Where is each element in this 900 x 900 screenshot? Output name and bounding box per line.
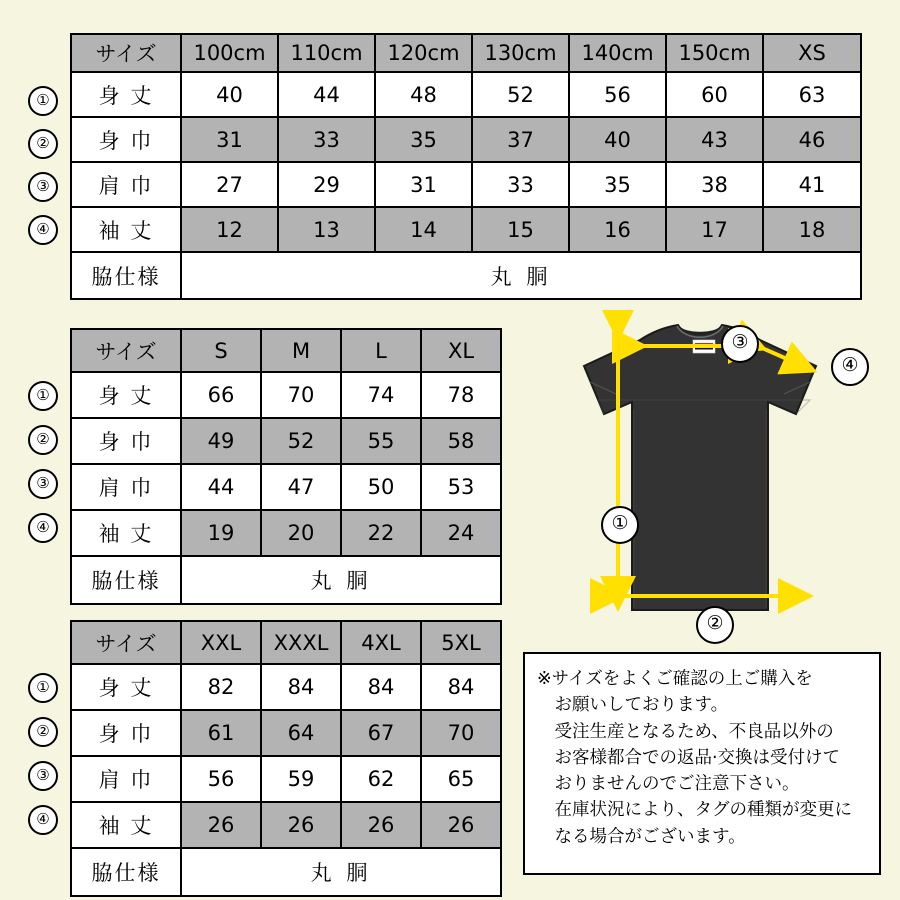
cell-value: 16 xyxy=(569,207,666,252)
cell-value: 49 xyxy=(181,418,261,464)
cell-value: 13 xyxy=(278,207,375,252)
cell-value: 66 xyxy=(181,372,261,418)
cell-value: 24 xyxy=(421,510,501,556)
callout-sleeve-length: ④ xyxy=(831,348,869,386)
cell-value: 29 xyxy=(278,162,375,207)
cell-value: 20 xyxy=(261,510,341,556)
table-footer-row xyxy=(71,556,501,604)
cell-value: 44 xyxy=(181,464,261,510)
table-header-row xyxy=(71,34,861,72)
size-table-adult xyxy=(70,328,502,605)
row-marker-4: ④ xyxy=(28,805,58,835)
row-marker-2: ② xyxy=(28,129,58,159)
cell-value: 19 xyxy=(181,510,261,556)
cell-value: 56 xyxy=(569,72,666,117)
notice-line: 在庫状況により、タグの種類が変更に xyxy=(554,800,852,821)
callout-body-length: ① xyxy=(601,506,639,544)
row-label: 身 丈 xyxy=(71,664,181,710)
header-size-label: サイズ xyxy=(71,329,181,372)
cell-value: 14 xyxy=(375,207,472,252)
row-marker-1: ① xyxy=(28,381,58,411)
row-marker-1: ① xyxy=(28,86,58,116)
cell-value: 58 xyxy=(421,418,501,464)
cell-value: 84 xyxy=(421,664,501,710)
table-row xyxy=(71,117,861,162)
column-header: 150cm xyxy=(666,34,763,72)
cell-value: 55 xyxy=(341,418,421,464)
footer-label: 脇仕様 xyxy=(71,848,181,896)
cell-value: 43 xyxy=(666,117,763,162)
cell-value: 26 xyxy=(261,802,341,848)
cell-value: 31 xyxy=(375,162,472,207)
cell-value: 27 xyxy=(181,162,278,207)
tshirt-illustration xyxy=(520,310,890,650)
cell-value: 12 xyxy=(181,207,278,252)
column-header: 5XL xyxy=(421,621,501,664)
notice-line: おりませんのでご注意下さい。 xyxy=(554,774,800,794)
callout-body-width: ② xyxy=(696,606,734,644)
column-header: XS xyxy=(763,34,861,72)
callout-shoulder-width: ③ xyxy=(721,325,759,363)
table-row xyxy=(71,162,861,207)
notice-box xyxy=(523,652,881,875)
header-size-label: サイズ xyxy=(71,621,181,664)
cell-value: 52 xyxy=(261,418,341,464)
table-footer-row xyxy=(71,848,501,896)
table-row xyxy=(71,510,501,556)
cell-value: 26 xyxy=(181,802,261,848)
row-label: 袖 丈 xyxy=(71,802,181,848)
cell-value: 22 xyxy=(341,510,421,556)
cell-value: 70 xyxy=(261,372,341,418)
table-footer-row xyxy=(71,252,861,299)
cell-value: 15 xyxy=(472,207,569,252)
notice-line: なる場合がございます。 xyxy=(554,826,746,847)
cell-value: 35 xyxy=(375,117,472,162)
row-marker-2: ② xyxy=(28,717,58,747)
row-label: 身 巾 xyxy=(71,418,181,464)
footer-label: 脇仕様 xyxy=(71,556,181,604)
table-row xyxy=(71,418,501,464)
size-table-big xyxy=(70,620,502,897)
cell-value: 60 xyxy=(666,72,763,117)
table-row xyxy=(71,756,501,802)
cell-value: 65 xyxy=(421,756,501,802)
row-marker-2: ② xyxy=(28,425,58,455)
column-header: S xyxy=(181,329,261,372)
cell-value: 18 xyxy=(763,207,861,252)
row-label: 肩 巾 xyxy=(71,162,181,207)
table-row xyxy=(71,464,501,510)
cell-value: 48 xyxy=(375,72,472,117)
row-label: 肩 巾 xyxy=(71,464,181,510)
row-label: 肩 巾 xyxy=(71,756,181,802)
cell-value: 64 xyxy=(261,710,341,756)
notice-line: ※サイズをよくご確認の上ご購入を xyxy=(537,669,813,689)
column-header: 140cm xyxy=(569,34,666,72)
cell-value: 38 xyxy=(666,162,763,207)
cell-value: 17 xyxy=(666,207,763,252)
cell-value: 84 xyxy=(261,664,341,710)
column-header: 120cm xyxy=(375,34,472,72)
column-header: 100cm xyxy=(181,34,278,72)
column-header: L xyxy=(341,329,421,372)
cell-value: 26 xyxy=(421,802,501,848)
table-row xyxy=(71,664,501,710)
cell-value: 59 xyxy=(261,756,341,802)
cell-value: 61 xyxy=(181,710,261,756)
row-label: 身 巾 xyxy=(71,117,181,162)
footer-label: 脇仕様 xyxy=(71,252,181,299)
row-label: 身 丈 xyxy=(71,372,181,418)
cell-value: 40 xyxy=(181,72,278,117)
row-label: 袖 丈 xyxy=(71,207,181,252)
row-label: 袖 丈 xyxy=(71,510,181,556)
cell-value: 46 xyxy=(763,117,861,162)
footer-value: 丸 胴 xyxy=(181,848,501,896)
cell-value: 41 xyxy=(763,162,861,207)
notice-line: お願いしております。 xyxy=(554,695,729,716)
row-marker-3: ③ xyxy=(28,761,58,791)
row-marker-1: ① xyxy=(28,673,58,703)
notice-line: 受注生産となるため、不良品以外の xyxy=(554,721,834,742)
table-header-row xyxy=(71,329,501,372)
column-header: 110cm xyxy=(278,34,375,72)
table-row xyxy=(71,72,861,117)
row-label: 身 巾 xyxy=(71,710,181,756)
cell-value: 52 xyxy=(472,72,569,117)
cell-value: 37 xyxy=(472,117,569,162)
row-marker-4: ④ xyxy=(28,215,58,245)
row-marker-3: ③ xyxy=(28,469,58,499)
cell-value: 63 xyxy=(763,72,861,117)
cell-value: 50 xyxy=(341,464,421,510)
column-header: XL xyxy=(421,329,501,372)
cell-value: 26 xyxy=(341,802,421,848)
cell-value: 47 xyxy=(261,464,341,510)
row-marker-4: ④ xyxy=(28,513,58,543)
cell-value: 70 xyxy=(421,710,501,756)
column-header: XXL xyxy=(181,621,261,664)
cell-value: 82 xyxy=(181,664,261,710)
column-header: 130cm xyxy=(472,34,569,72)
footer-value: 丸 胴 xyxy=(181,252,861,299)
cell-value: 33 xyxy=(472,162,569,207)
cell-value: 84 xyxy=(341,664,421,710)
cell-value: 33 xyxy=(278,117,375,162)
column-header: XXXL xyxy=(261,621,341,664)
cell-value: 31 xyxy=(181,117,278,162)
cell-value: 74 xyxy=(341,372,421,418)
notice-line: お客様都合での返品·交換は受付けて xyxy=(554,747,841,768)
cell-value: 53 xyxy=(421,464,501,510)
row-label: 身 丈 xyxy=(71,72,181,117)
cell-value: 56 xyxy=(181,756,261,802)
cell-value: 35 xyxy=(569,162,666,207)
cell-value: 62 xyxy=(341,756,421,802)
table-row xyxy=(71,372,501,418)
table-row xyxy=(71,802,501,848)
column-header: M xyxy=(261,329,341,372)
cell-value: 67 xyxy=(341,710,421,756)
footer-value: 丸 胴 xyxy=(181,556,501,604)
cell-value: 44 xyxy=(278,72,375,117)
cell-value: 40 xyxy=(569,117,666,162)
header-size-label: サイズ xyxy=(71,34,181,72)
table-row xyxy=(71,207,861,252)
column-header: 4XL xyxy=(341,621,421,664)
table-row xyxy=(71,710,501,756)
row-marker-3: ③ xyxy=(28,172,58,202)
table-header-row xyxy=(71,621,501,664)
size-table-kids xyxy=(70,33,862,300)
cell-value: 78 xyxy=(421,372,501,418)
